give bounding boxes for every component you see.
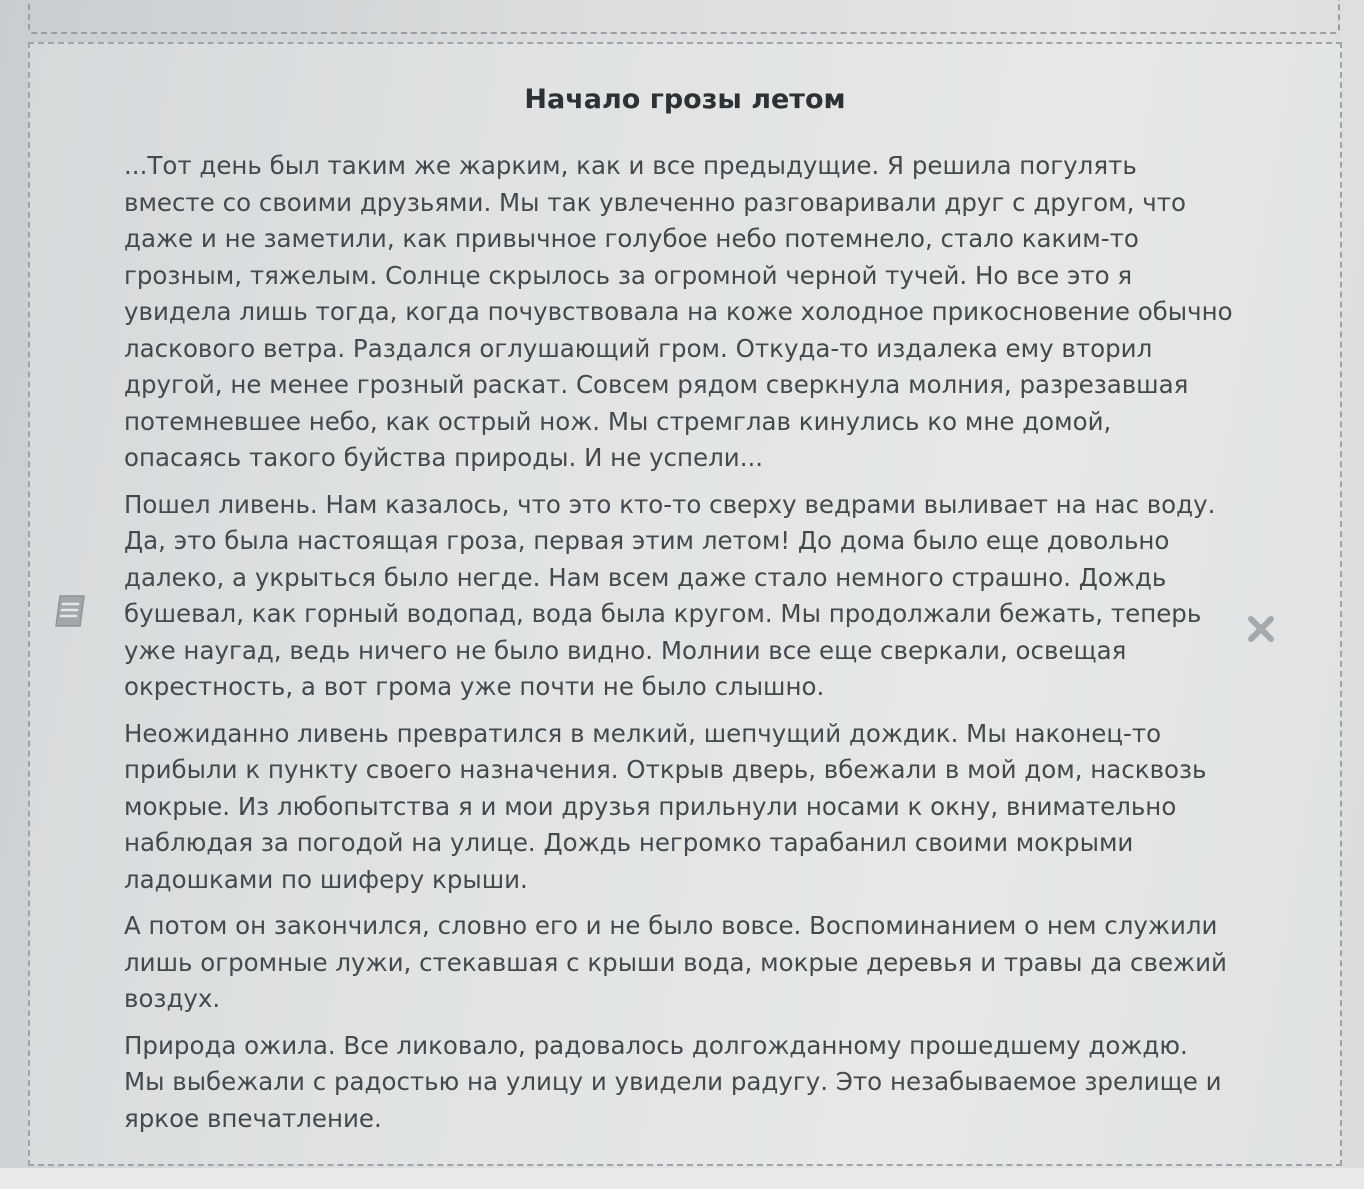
text-title: Начало грозы летом [524, 84, 846, 115]
book-icon[interactable] [50, 590, 90, 630]
paragraph: А потом он закончился, словно его и не было вовсе. Воспоминанием о нем служили лишь огромные лужи, стекавшая с крыши вода, мокрые деревья и травы да свежий воздух. [124, 911, 1227, 1013]
paragraph: Пошел ливень. Нам казалось, что это кто-то сверху ведрами выливает на нас воду. Да, это была настоящая гроза, первая этим летом! До дома было еще довольно далеко, а укрыться было негде. Нам всем даже стало немного страшно. Дождь бушевал, как горный водопад, вода была кругом. Мы продолжали бежать, теперь уже наугад, ведь ничего не было видно. Молнии все еще сверкали, освещая окрестность, а вот грома уже почти не было слышно. [124, 489, 1216, 701]
paragraph: Неожиданно ливень превратился в мелкий, шепчущий дождик. Мы наконец-то прибыли к пункту своего назначения. Открыв дверь, вбежали в мой дом, насквозь мокрые. Из любопытства я и мои друзья прильнули носами к окну, внимательно наблюдая за погодой на улице. Дождь негромко тарабанил своими мокрыми ладошками по шиферу крыши. [124, 718, 1207, 894]
text-body [124, 148, 1234, 1147]
previous-card-edge [28, 0, 1340, 34]
paragraph: ...Тот день был таким же жарким, как и все предыдущие. Я решила погулять вместе со своими друзьями. Мы так увлеченно разговаривали друг с другом, что даже и не заметили, как привычное голубое небо потемнело, стало каким-то грозным, тяжелым. Солнце скрылось за огромной черной тучей. Но все это я увидела лишь тогда, когда почувствовала на коже холодное прикосновение обычно ласкового ветра. Раздался оглушающий гром. Откуда-то издалека ему вторил другой, не менее грозный раскат. Совсем рядом сверкнула молния, разрезавшая потемневшее небо, как острый нож. Мы стремглав кинулись ко мне домой, опасаясь такого буйства природы. И не успели... [124, 151, 1233, 472]
reading-card [28, 42, 1342, 1166]
paragraph: Природа ожила. Все ликовало, радовалось долгожданному прошедшему дождю. Мы выбежали с радостью на улицу и увидели радугу. Это незабываемое зрелище и яркое впечатление. [124, 1030, 1222, 1133]
close-icon[interactable] [1244, 612, 1278, 646]
page-bottom-edge [0, 1168, 1364, 1189]
